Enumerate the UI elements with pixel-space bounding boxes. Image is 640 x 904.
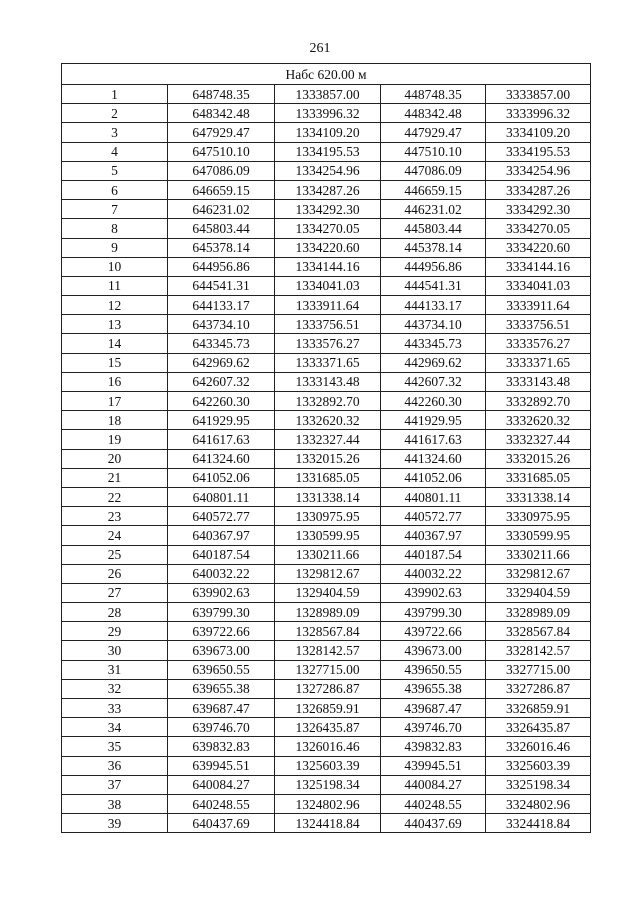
coord-x2-cell: 446659.15 — [381, 180, 486, 199]
coord-x2-cell: 443345.73 — [381, 334, 486, 353]
coord-x2-cell: 442260.30 — [381, 392, 486, 411]
coord-y2-cell: 3328142.57 — [486, 641, 591, 660]
table-row — [62, 468, 591, 487]
table-row — [62, 564, 591, 583]
table-header: Набс 620.00 м — [62, 64, 591, 85]
coord-y2-cell: 3327715.00 — [486, 660, 591, 679]
coord-x-cell: 646231.02 — [168, 200, 275, 219]
coord-y2-cell: 3326859.91 — [486, 699, 591, 718]
table-row — [62, 219, 591, 238]
coord-x2-cell: 439945.51 — [381, 756, 486, 775]
coord-y-cell: 1333371.65 — [275, 353, 381, 372]
coord-x-cell: 642260.30 — [168, 392, 275, 411]
table-row — [62, 794, 591, 813]
coord-x2-cell: 439673.00 — [381, 641, 486, 660]
coord-y2-cell: 3325603.39 — [486, 756, 591, 775]
coord-y2-cell: 3331338.14 — [486, 487, 591, 506]
coord-y2-cell: 3333857.00 — [486, 85, 591, 104]
point-number-cell: 14 — [62, 334, 168, 353]
table-row — [62, 814, 591, 833]
coord-y2-cell: 3331685.05 — [486, 468, 591, 487]
coord-y2-cell: 3327286.87 — [486, 679, 591, 698]
coord-x-cell: 641617.63 — [168, 430, 275, 449]
coord-y2-cell: 3334270.05 — [486, 219, 591, 238]
coord-x2-cell: 439650.55 — [381, 660, 486, 679]
coord-x2-cell: 442969.62 — [381, 353, 486, 372]
coord-x-cell: 640187.54 — [168, 545, 275, 564]
coord-y-cell: 1334292.30 — [275, 200, 381, 219]
coord-y-cell: 1330975.95 — [275, 507, 381, 526]
table-row — [62, 334, 591, 353]
coord-y2-cell: 3333756.51 — [486, 315, 591, 334]
coord-y-cell: 1328989.09 — [275, 603, 381, 622]
coord-x-cell: 645378.14 — [168, 238, 275, 257]
table-row — [62, 372, 591, 391]
coord-y2-cell: 3333576.27 — [486, 334, 591, 353]
coord-y2-cell: 3334287.26 — [486, 180, 591, 199]
point-number-cell: 18 — [62, 411, 168, 430]
table-row — [62, 641, 591, 660]
point-number-cell: 32 — [62, 679, 168, 698]
point-number-cell: 3 — [62, 123, 168, 142]
coord-y2-cell: 3329404.59 — [486, 583, 591, 602]
table-row — [62, 104, 591, 123]
coord-x-cell: 639687.47 — [168, 699, 275, 718]
point-number-cell: 7 — [62, 200, 168, 219]
point-number-cell: 37 — [62, 775, 168, 794]
table-row — [62, 200, 591, 219]
point-number-cell: 39 — [62, 814, 168, 833]
coord-y-cell: 1327715.00 — [275, 660, 381, 679]
coord-y-cell: 1330599.95 — [275, 526, 381, 545]
point-number-cell: 2 — [62, 104, 168, 123]
coord-x2-cell: 439902.63 — [381, 583, 486, 602]
table-row — [62, 180, 591, 199]
coord-y-cell: 1334254.96 — [275, 161, 381, 180]
coord-x-cell: 647086.09 — [168, 161, 275, 180]
coord-x2-cell: 439722.66 — [381, 622, 486, 641]
table-row — [62, 699, 591, 718]
point-number-cell: 26 — [62, 564, 168, 583]
point-number-cell: 38 — [62, 794, 168, 813]
coord-y-cell: 1334109.20 — [275, 123, 381, 142]
coord-y-cell: 1333996.32 — [275, 104, 381, 123]
coord-y-cell: 1332620.32 — [275, 411, 381, 430]
point-number-cell: 10 — [62, 257, 168, 276]
coord-x-cell: 640248.55 — [168, 794, 275, 813]
coord-x-cell: 639902.63 — [168, 583, 275, 602]
coord-x-cell: 640367.97 — [168, 526, 275, 545]
coord-y-cell: 1334195.53 — [275, 142, 381, 161]
coord-y-cell: 1333143.48 — [275, 372, 381, 391]
coord-x-cell: 640801.11 — [168, 487, 275, 506]
coord-x-cell: 639799.30 — [168, 603, 275, 622]
coord-x-cell: 640572.77 — [168, 507, 275, 526]
coord-y-cell: 1333576.27 — [275, 334, 381, 353]
coord-x2-cell: 447929.47 — [381, 123, 486, 142]
table-row — [62, 123, 591, 142]
coord-x2-cell: 439655.38 — [381, 679, 486, 698]
coord-x2-cell: 442607.32 — [381, 372, 486, 391]
page-number: 261 — [309, 41, 331, 56]
coord-x2-cell: 440367.97 — [381, 526, 486, 545]
coord-x2-cell: 440572.77 — [381, 507, 486, 526]
coord-y2-cell: 3332892.70 — [486, 392, 591, 411]
coord-x2-cell: 441324.60 — [381, 449, 486, 468]
coord-y2-cell: 3328567.84 — [486, 622, 591, 641]
coord-y-cell: 1324802.96 — [275, 794, 381, 813]
coord-x2-cell: 447510.10 — [381, 142, 486, 161]
table-row — [62, 660, 591, 679]
coord-x2-cell: 447086.09 — [381, 161, 486, 180]
coord-y-cell: 1331338.14 — [275, 487, 381, 506]
coord-y-cell: 1332892.70 — [275, 392, 381, 411]
table-row — [62, 315, 591, 334]
table-row — [62, 257, 591, 276]
coord-y2-cell: 3333996.32 — [486, 104, 591, 123]
coord-x2-cell: 440801.11 — [381, 487, 486, 506]
table-row — [62, 622, 591, 641]
table-row — [62, 85, 591, 104]
coord-y2-cell: 3334109.20 — [486, 123, 591, 142]
coord-y-cell: 1332015.26 — [275, 449, 381, 468]
coord-x-cell: 646659.15 — [168, 180, 275, 199]
table-row — [62, 718, 591, 737]
coord-x2-cell: 440084.27 — [381, 775, 486, 794]
point-number-cell: 9 — [62, 238, 168, 257]
coord-y2-cell: 3330975.95 — [486, 507, 591, 526]
coord-y-cell: 1333857.00 — [275, 85, 381, 104]
coord-x2-cell: 439687.47 — [381, 699, 486, 718]
coord-y-cell: 1329404.59 — [275, 583, 381, 602]
coord-x-cell: 639945.51 — [168, 756, 275, 775]
coord-y2-cell: 3325198.34 — [486, 775, 591, 794]
table-body — [62, 64, 591, 833]
table-row — [62, 411, 591, 430]
point-number-cell: 19 — [62, 430, 168, 449]
coord-x-cell: 639650.55 — [168, 660, 275, 679]
coord-y-cell: 1332327.44 — [275, 430, 381, 449]
coord-y-cell: 1334287.26 — [275, 180, 381, 199]
coord-x2-cell: 440032.22 — [381, 564, 486, 583]
coord-y2-cell: 3333911.64 — [486, 296, 591, 315]
coord-x-cell: 640437.69 — [168, 814, 275, 833]
coord-x-cell: 641324.60 — [168, 449, 275, 468]
coord-x2-cell: 441052.06 — [381, 468, 486, 487]
coord-y-cell: 1334220.60 — [275, 238, 381, 257]
table-row — [62, 603, 591, 622]
coord-x2-cell: 441929.95 — [381, 411, 486, 430]
point-number-cell: 11 — [62, 276, 168, 295]
coord-y2-cell: 3324802.96 — [486, 794, 591, 813]
coord-x-cell: 639673.00 — [168, 641, 275, 660]
point-number-cell: 16 — [62, 372, 168, 391]
table-row — [62, 507, 591, 526]
point-number-cell: 4 — [62, 142, 168, 161]
point-number-cell: 12 — [62, 296, 168, 315]
coord-y2-cell: 3332327.44 — [486, 430, 591, 449]
table-header-row — [62, 64, 591, 85]
point-number-cell: 30 — [62, 641, 168, 660]
coord-x-cell: 647929.47 — [168, 123, 275, 142]
table-row — [62, 276, 591, 295]
table-row — [62, 583, 591, 602]
point-number-cell: 29 — [62, 622, 168, 641]
coord-y2-cell: 3326435.87 — [486, 718, 591, 737]
coord-y-cell: 1325198.34 — [275, 775, 381, 794]
coord-x2-cell: 444956.86 — [381, 257, 486, 276]
point-number-cell: 20 — [62, 449, 168, 468]
coord-y-cell: 1333911.64 — [275, 296, 381, 315]
coord-x-cell: 645803.44 — [168, 219, 275, 238]
coord-y2-cell: 3328989.09 — [486, 603, 591, 622]
table-row — [62, 161, 591, 180]
table-row — [62, 545, 591, 564]
coord-y-cell: 1334270.05 — [275, 219, 381, 238]
coord-y-cell: 1330211.66 — [275, 545, 381, 564]
coord-x2-cell: 440248.55 — [381, 794, 486, 813]
point-number-cell: 6 — [62, 180, 168, 199]
point-number-cell: 28 — [62, 603, 168, 622]
table-row — [62, 430, 591, 449]
table-row — [62, 353, 591, 372]
point-number-cell: 22 — [62, 487, 168, 506]
point-number-cell: 33 — [62, 699, 168, 718]
table-row — [62, 775, 591, 794]
coord-y2-cell: 3334195.53 — [486, 142, 591, 161]
coord-y-cell: 1334041.03 — [275, 276, 381, 295]
table-row — [62, 449, 591, 468]
coord-y2-cell: 3330211.66 — [486, 545, 591, 564]
coord-y-cell: 1326859.91 — [275, 699, 381, 718]
coord-x2-cell: 439746.70 — [381, 718, 486, 737]
coord-x-cell: 644956.86 — [168, 257, 275, 276]
coord-y-cell: 1331685.05 — [275, 468, 381, 487]
point-number-cell: 17 — [62, 392, 168, 411]
point-number-cell: 21 — [62, 468, 168, 487]
coord-y-cell: 1326435.87 — [275, 718, 381, 737]
coord-x2-cell: 448342.48 — [381, 104, 486, 123]
coord-y-cell: 1334144.16 — [275, 257, 381, 276]
coord-x-cell: 640084.27 — [168, 775, 275, 794]
point-number-cell: 24 — [62, 526, 168, 545]
coord-y2-cell: 3333371.65 — [486, 353, 591, 372]
coord-x2-cell: 445803.44 — [381, 219, 486, 238]
coord-y-cell: 1325603.39 — [275, 756, 381, 775]
coord-x2-cell: 443734.10 — [381, 315, 486, 334]
coord-x-cell: 643734.10 — [168, 315, 275, 334]
table-row — [62, 737, 591, 756]
coord-x-cell: 642969.62 — [168, 353, 275, 372]
coord-y-cell: 1329812.67 — [275, 564, 381, 583]
table-row — [62, 142, 591, 161]
coord-y2-cell: 3324418.84 — [486, 814, 591, 833]
coord-y2-cell: 3330599.95 — [486, 526, 591, 545]
table-row — [62, 756, 591, 775]
point-number-cell: 34 — [62, 718, 168, 737]
coord-x2-cell: 444541.31 — [381, 276, 486, 295]
coord-x-cell: 643345.73 — [168, 334, 275, 353]
point-number-cell: 1 — [62, 85, 168, 104]
point-number-cell: 27 — [62, 583, 168, 602]
table-row — [62, 238, 591, 257]
point-number-cell: 35 — [62, 737, 168, 756]
coord-x2-cell: 448748.35 — [381, 85, 486, 104]
point-number-cell: 5 — [62, 161, 168, 180]
coord-x2-cell: 439832.83 — [381, 737, 486, 756]
table-row — [62, 487, 591, 506]
coord-y2-cell: 3326016.46 — [486, 737, 591, 756]
point-number-cell: 25 — [62, 545, 168, 564]
coord-y2-cell: 3334144.16 — [486, 257, 591, 276]
coord-x-cell: 642607.32 — [168, 372, 275, 391]
table-row — [62, 296, 591, 315]
coord-x2-cell: 440437.69 — [381, 814, 486, 833]
coord-x-cell: 648748.35 — [168, 85, 275, 104]
point-number-cell: 23 — [62, 507, 168, 526]
coord-x2-cell: 441617.63 — [381, 430, 486, 449]
coord-x2-cell: 444133.17 — [381, 296, 486, 315]
coord-y2-cell: 3332620.32 — [486, 411, 591, 430]
coord-y2-cell: 3333143.48 — [486, 372, 591, 391]
coord-y-cell: 1327286.87 — [275, 679, 381, 698]
coord-x-cell: 648342.48 — [168, 104, 275, 123]
point-number-cell: 31 — [62, 660, 168, 679]
point-number-cell: 36 — [62, 756, 168, 775]
coord-y2-cell: 3334254.96 — [486, 161, 591, 180]
coord-x-cell: 639832.83 — [168, 737, 275, 756]
coord-x-cell: 644133.17 — [168, 296, 275, 315]
coord-x-cell: 641052.06 — [168, 468, 275, 487]
coord-x-cell: 640032.22 — [168, 564, 275, 583]
table-row — [62, 392, 591, 411]
coord-x-cell: 639655.38 — [168, 679, 275, 698]
coord-y-cell: 1324418.84 — [275, 814, 381, 833]
coord-x-cell: 641929.95 — [168, 411, 275, 430]
coordinates-table — [61, 63, 591, 833]
coord-y-cell: 1333756.51 — [275, 315, 381, 334]
point-number-cell: 15 — [62, 353, 168, 372]
coord-x2-cell: 446231.02 — [381, 200, 486, 219]
coord-y-cell: 1326016.46 — [275, 737, 381, 756]
table-row — [62, 526, 591, 545]
coord-y-cell: 1328142.57 — [275, 641, 381, 660]
coord-y2-cell: 3334041.03 — [486, 276, 591, 295]
point-number-cell: 13 — [62, 315, 168, 334]
coord-x2-cell: 445378.14 — [381, 238, 486, 257]
coord-x-cell: 639722.66 — [168, 622, 275, 641]
coord-y2-cell: 3332015.26 — [486, 449, 591, 468]
point-number-cell: 8 — [62, 219, 168, 238]
coord-x2-cell: 440187.54 — [381, 545, 486, 564]
coord-x-cell: 639746.70 — [168, 718, 275, 737]
coord-y2-cell: 3334220.60 — [486, 238, 591, 257]
coord-x-cell: 647510.10 — [168, 142, 275, 161]
coord-x2-cell: 439799.30 — [381, 603, 486, 622]
coord-y2-cell: 3329812.67 — [486, 564, 591, 583]
coord-y2-cell: 3334292.30 — [486, 200, 591, 219]
coord-y-cell: 1328567.84 — [275, 622, 381, 641]
table-row — [62, 679, 591, 698]
coord-x-cell: 644541.31 — [168, 276, 275, 295]
